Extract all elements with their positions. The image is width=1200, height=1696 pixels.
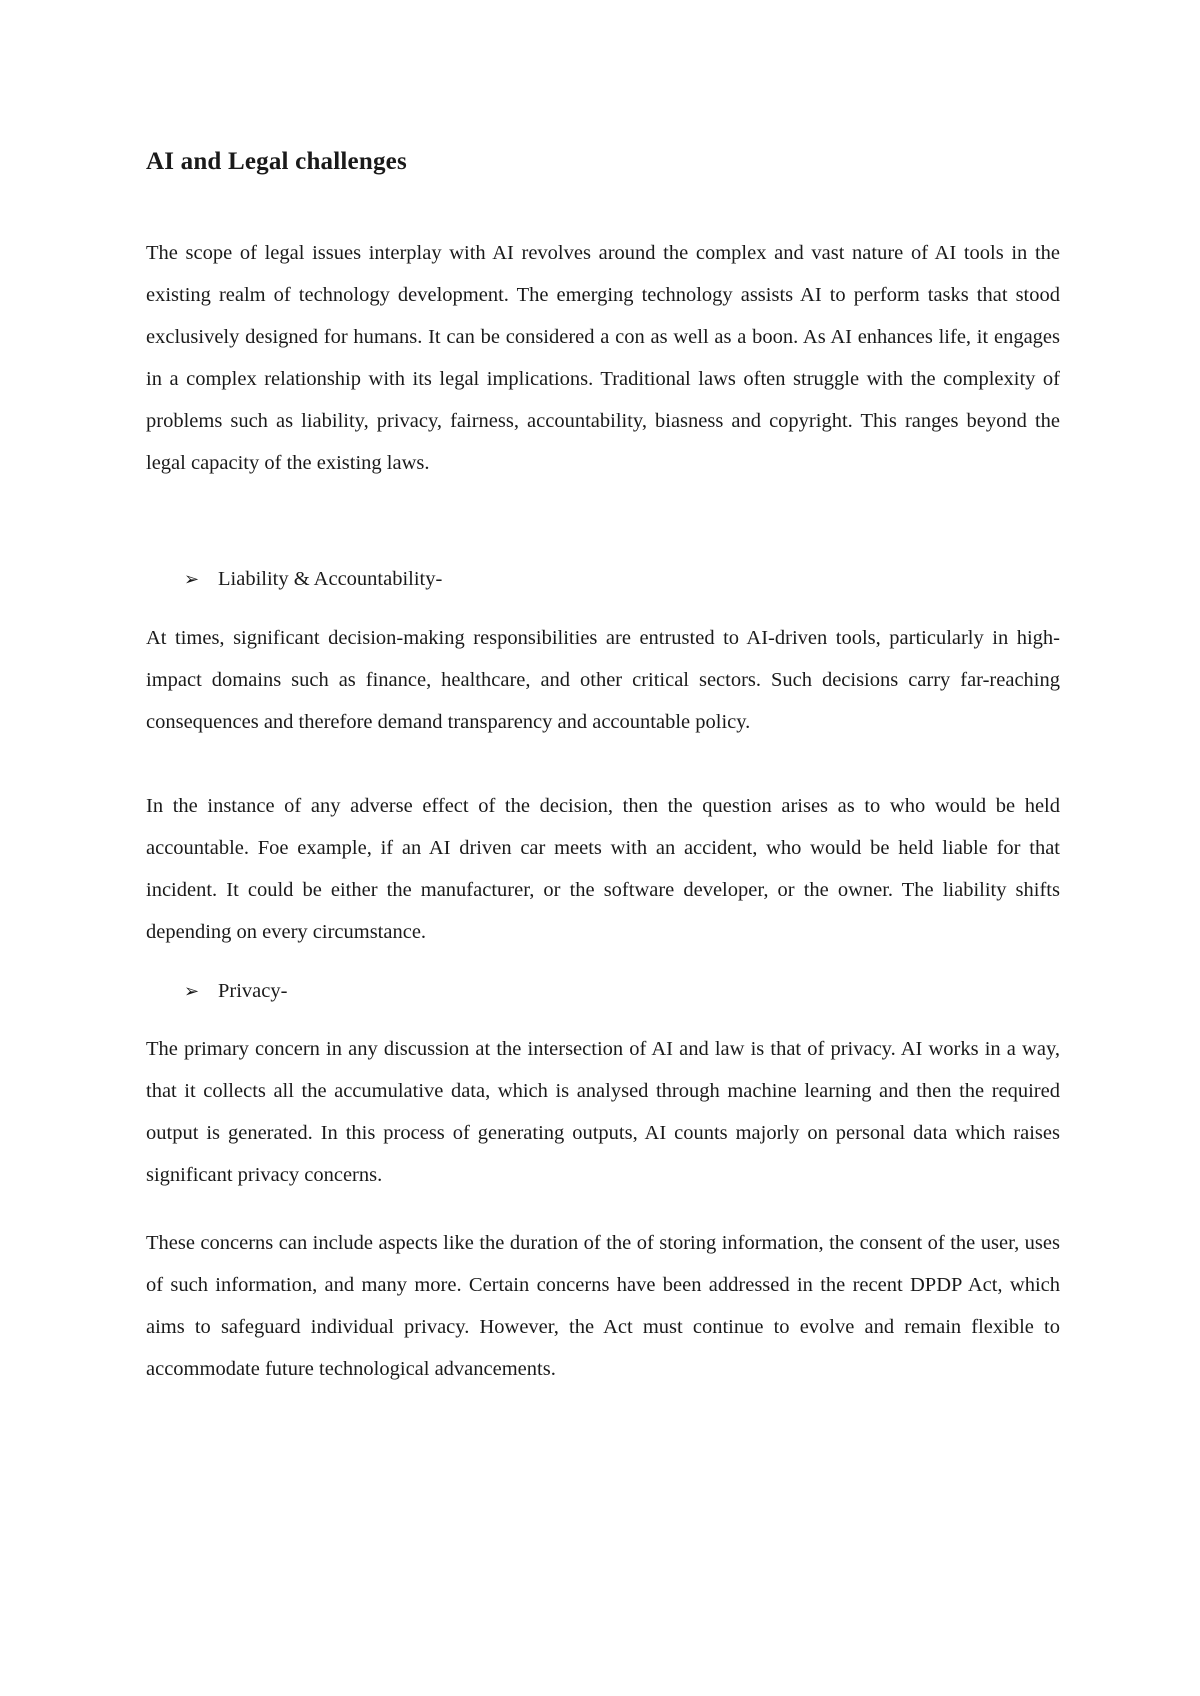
liability-paragraph-2: In the instance of any adverse effect of the decision, then the question arises as to who would be held accountable. Foe example, if an AI driven car meets with an accident, who would be held liable for that incident. It could be either the manufacturer, or the software developer, or the owner. The liability shifts depending on every circumstance. [146,795,1060,943]
intro-paragraph: The scope of legal issues interplay with AI revolves around the complex and vast nature of AI tools in the existing realm of technology development. The emerging technology assists AI to perform tasks that stood exclusively designed for humans. It can be considered a con as well as a boon. As AI enhances life, it engages in a complex relationship with its legal implications. Traditional laws often struggle with the complexity of problems such as liability, privacy, fairness, accountability, biasness and copyright. This ranges beyond the legal capacity of the existing laws. [146,242,1060,474]
page-title: AI and Legal challenges [146,148,407,175]
liability-paragraph-1: At times, significant decision-making responsibilities are entrusted to AI-driven tools, particularly in high-impact domains such as finance, healthcare, and other critical sectors. Such decisions carry far-reaching consequences and therefore demand transparency and accountable policy. [146,627,1060,733]
section-heading-privacy [184,970,287,1012]
section-heading-label: Privacy- [218,980,288,1002]
section-heading-label: Liability & Accountability- [218,568,443,590]
section-heading-liability [184,558,442,600]
privacy-paragraph-2: These concerns can include aspects like the duration of the of storing information, the consent of the user, uses of such information, and many more. Certain concerns have been addressed in the recent DPDP Act, which aims to safeguard individual privacy. However, the Act must continue to evolve and remain flexible to accommodate future technological advancements. [146,1232,1060,1380]
arrow-bullet-icon: ➢ [184,569,200,589]
arrow-bullet-icon: ➢ [184,981,200,1001]
privacy-paragraph-1: The primary concern in any discussion at the intersection of AI and law is that of privacy. AI works in a way, that it collects all the accumulative data, which is analysed through machine learning and then the required output is generated. In this process of generating outputs, AI counts majorly on personal data which raises significant privacy concerns. [146,1038,1060,1186]
